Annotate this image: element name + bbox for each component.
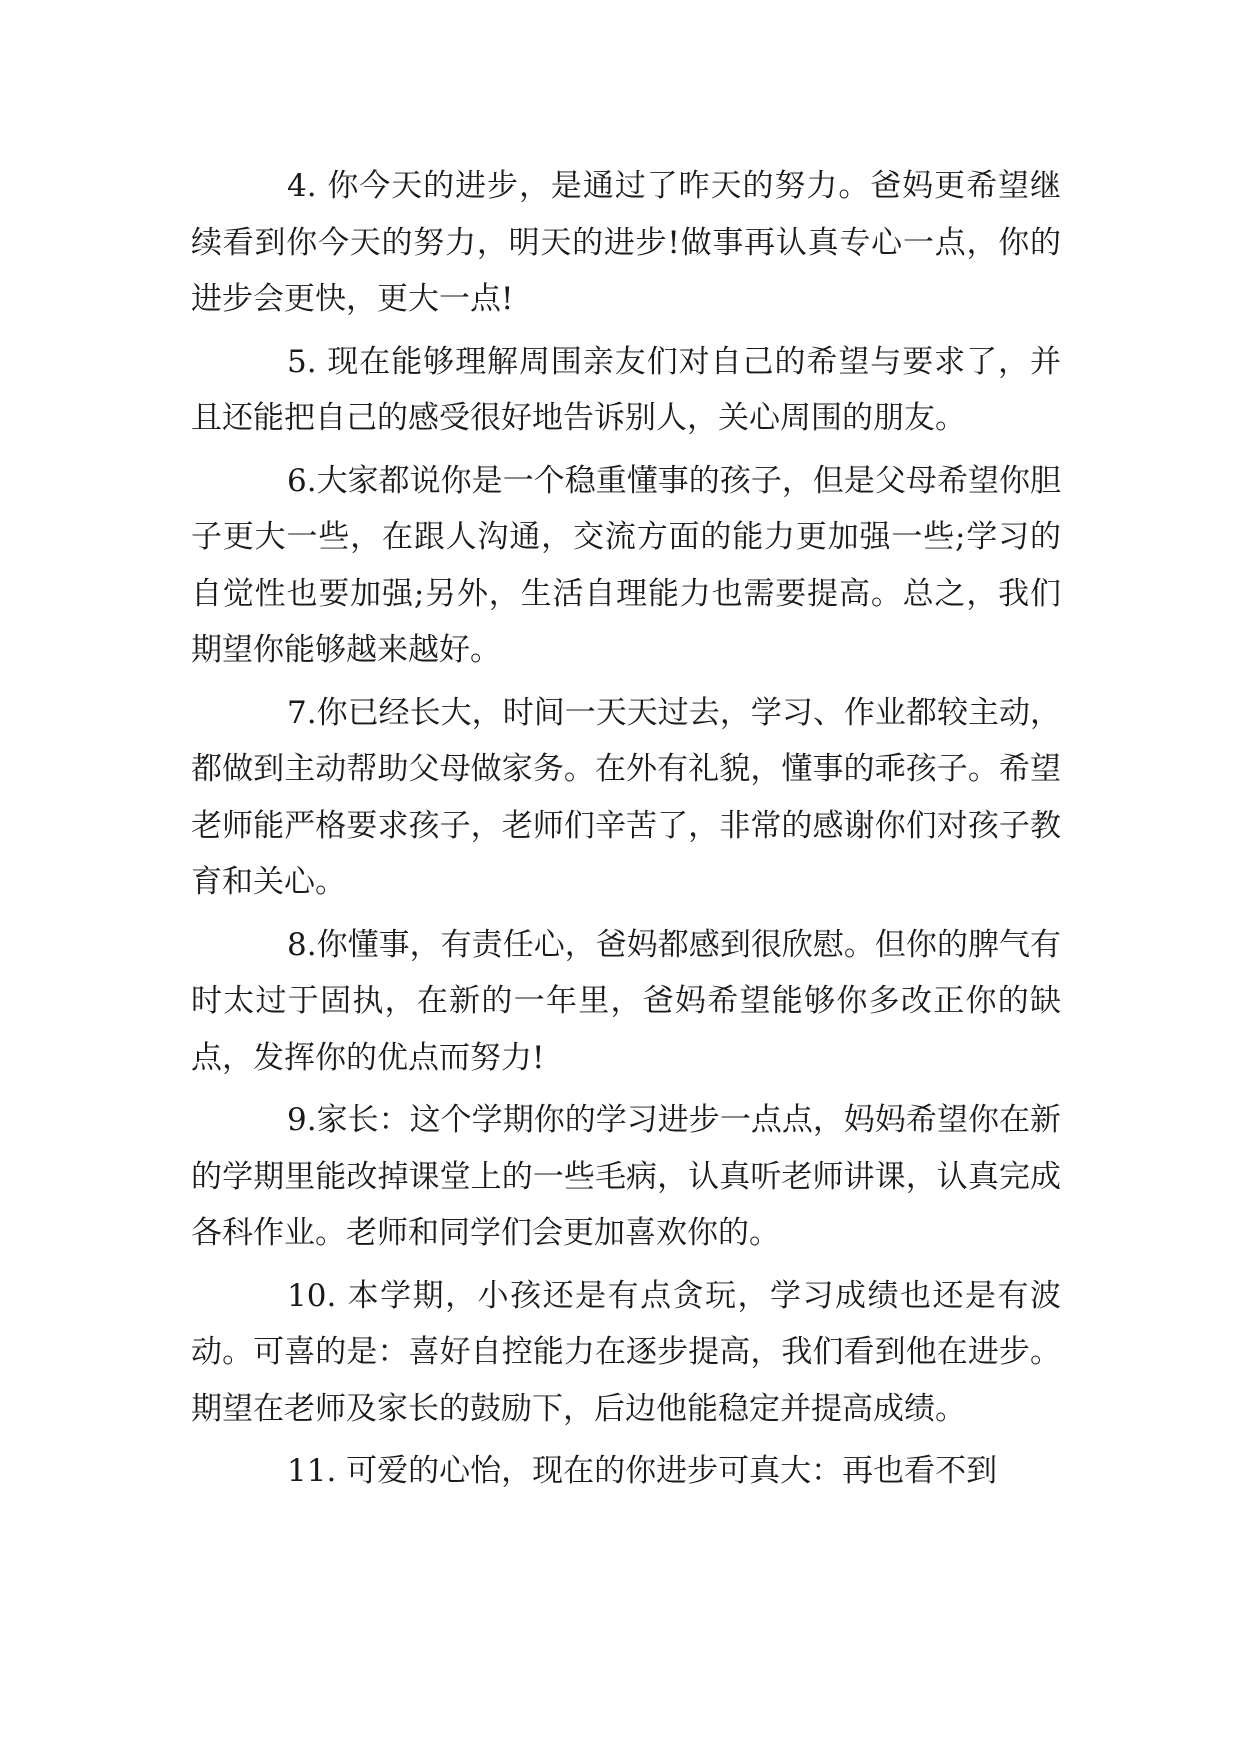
paragraph-item-8: 8.你懂事，有责任心，爸妈都感到很欣慰。但你的脾气有时太过于固执，在新的一年里，爸妈希望能够你多改正你的缺点，发挥你的优点而努力! [191, 926, 1061, 1076]
paragraph-item-7: 7.你已经长大，时间一天天过去，学习、作业都较主动，都做到主动帮助父母做家务。在外有礼貌，懂事的乖孩子。希望老师能严格要求孩子，老师们辛苦了，非常的感谢你们对孩子教育和关心。 [191, 694, 1061, 900]
paragraph-item-4: 4. 你今天的进步，是通过了昨天的努力。爸妈更希望继续看到你今天的努力，明天的进步!做事再认真专心一点，你的进步会更快，更大一点! [191, 168, 1061, 317]
paragraph-item-11: 11. 可爱的心怡，现在的你进步可真大：再也看不到 [287, 1453, 998, 1489]
paragraph-item-10: 10. 本学期，小孩还是有点贪玩，学习成绩也还是有波动。可喜的是：喜好自控能力在逐步提高，我们看到他在进步。期望在老师及家长的鼓励下，后边他能稳定并提高成绩。 [191, 1277, 1061, 1427]
paragraph-item-6: 6.大家都说你是一个稳重懂事的孩子，但是父母希望你胆子更大一些，在跟人沟通，交流方面的能力更加强一些;学习的自觉性也要加强;另外，生活自理能力也需要提高。总之，我们期望你能够越来越好。 [191, 462, 1061, 668]
paragraph-item-9: 9.家长：这个学期你的学习进步一点点，妈妈希望你在新的学期里能改掉课堂上的一些毛病，认真听老师讲课，认真完成各科作业。老师和同学们会更加喜欢你的。 [191, 1102, 1061, 1251]
paragraph-item-5: 5. 现在能够理解周围亲友们对自己的希望与要求了，并且还能把自己的感受很好地告诉别人，关心周围的朋友。 [191, 343, 1061, 436]
document-body [191, 158, 1061, 1506]
